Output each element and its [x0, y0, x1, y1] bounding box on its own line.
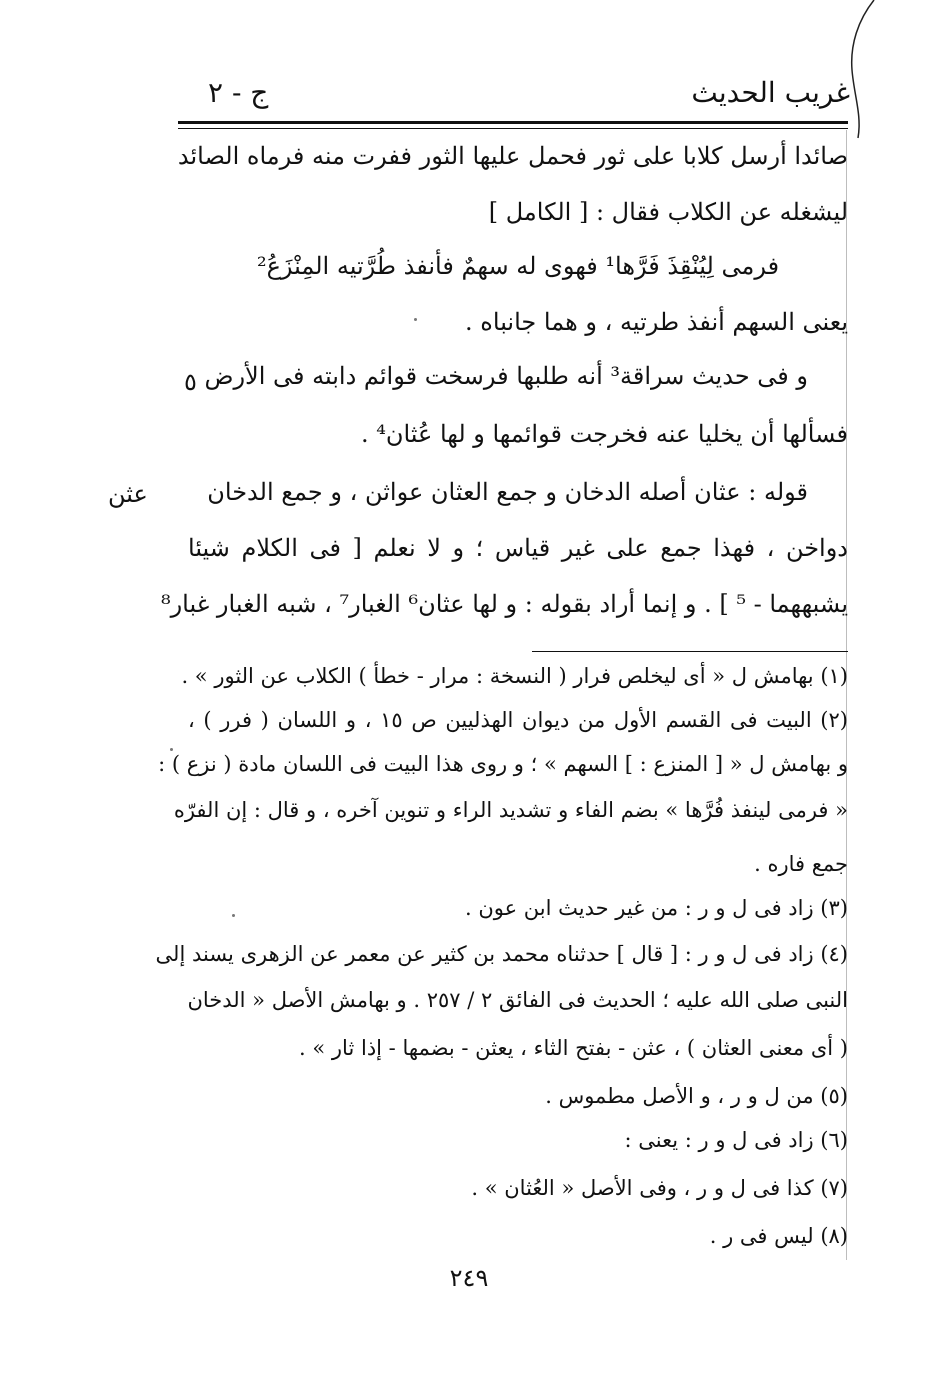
footnote-line: ( أى معنى العثان ) ، عثن - بفتح الثاء ، يعثن - بضمها - إذا ثار » . [299, 1036, 848, 1060]
footnote-line: (٧) كذا فى ل و ر ، وفى الأصل « العُثان » . [471, 1176, 848, 1200]
body-line: ليشغله عن الكلاب فقال : [ الكامل ] [488, 198, 848, 226]
header-rule-thick [178, 121, 848, 124]
footnote-line: « فرمى لينفذ فُرَّها » بضم الفاء و تشديد الراء و تنوين آخره ، و قال : إن الفرّه [173, 798, 848, 822]
running-title: غريب الحديث [691, 76, 850, 109]
footnote-line: (٤) زاد فى ل و ر : [ قال ] حدثناه محمد بن كثير عن معمر عن الزهرى يسند إلى [155, 942, 848, 966]
footnote-line: (٨) ليس فى ر . [709, 1224, 848, 1248]
body-line: صائدا أرسل كلابا على ثور فحمل عليها الثور ففرت منه فرماه الصائد [177, 142, 848, 170]
body-line: يعنى السهم أنفذ طرتيه ، و هما جانباه . [465, 308, 848, 336]
speck [170, 748, 173, 751]
speck [232, 914, 235, 917]
footnote-line: (٦) زاد فى ل و ر : يعنى : [624, 1128, 848, 1152]
body-line: دواخن ، فهذا جمع على غير قياس ؛ و لا نعلم [ فى الكلام شيئا [188, 534, 848, 562]
margin-headword: عثن [108, 480, 148, 508]
footnote-line: (٥) من ل و ر ، و الأصل مطموس . [545, 1084, 848, 1108]
page-edge-curve [828, 0, 888, 140]
line-number: ٥ [184, 368, 197, 396]
header-rule-thin [178, 128, 848, 129]
volume-label: ج - ٢ [208, 76, 269, 109]
body-line: فسألها أن يخليا عنه فخرجت قوائمها و لها عُثان⁴ . [360, 420, 848, 448]
footnote-line: (١) بهامش ل « أى ليخلص فرار ( النسخة : مرار - خطأ ) الكلاب عن الثور » . [181, 664, 848, 688]
footnote-line: النبى صلى الله عليه ؛ الحديث فى الفائق ٢ / ٢٥٧ . و بهامش الأصل « الدخان [187, 988, 848, 1012]
footnote-line: (٢) البيت فى القسم الأول من ديوان الهذليين ص ١٥ ، و اللسان ( فرر ) ، [188, 708, 848, 732]
footnote-line: (٣) زاد فى ل و ر : من غير حديث ابن عون . [464, 896, 848, 920]
footnote-line: و بهامش ل « [ المنزع : ] السهم » ؛ و روى هذا البيت فى اللسان مادة ( نزع ) : [158, 752, 848, 776]
speck [414, 318, 417, 321]
body-line: قوله : عثان أصله الدخان و جمع العثان عواثن ، و جمع الدخان [207, 478, 808, 506]
footnote-line: جمع فاره . [754, 852, 848, 876]
body-line: يشبههما - ⁵ ] . و إنما أراد بقوله : و لها عثان⁶ الغبار⁷ ، شبه الغبار غبار⁸ [160, 590, 848, 618]
body-line: و فى حديث سراقة³ أنه طلبها فرسخت قوائم دابته فى الأرض [204, 362, 808, 390]
page-number: ٢٤٩ [449, 1264, 489, 1292]
footnote-rule [532, 651, 848, 652]
verse-line: فرمى لِيُنْقِذَ فَرَّها¹ فهوى له سهمٌ فأنفذ طُرَّتيه المِنْزَعُ² [256, 252, 780, 280]
